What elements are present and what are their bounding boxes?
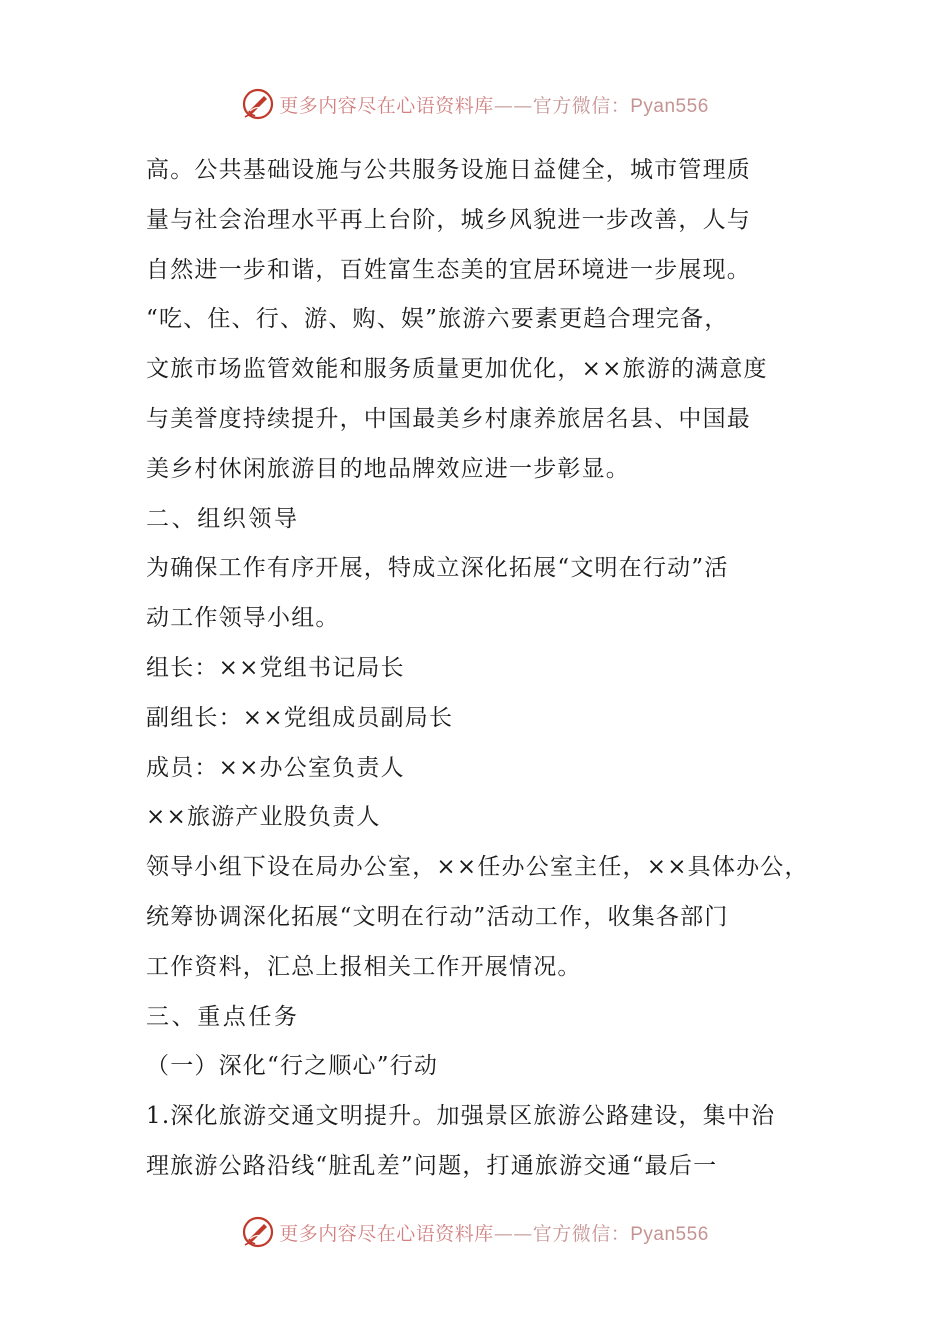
body-line: 成员：××办公室负责人 — [146, 754, 405, 781]
header-banner — [0, 84, 950, 124]
subsection-heading: （一）深化“行之顺心”行动 — [146, 1053, 439, 1080]
body-line: 文旅市场监管效能和服务质量更加优化，××旅游的满意度 — [146, 356, 768, 383]
banner-text — [279, 91, 709, 118]
body-line: 与美誉度持续提升，中国最美乡村康养旅居名县、中国最 — [146, 405, 751, 432]
footer-banner — [0, 1212, 950, 1252]
banner-separator: —— — [493, 94, 533, 117]
body-line: 量与社会治理水平再上台阶，城乡风貌进一步改善，人与 — [146, 206, 751, 233]
body-line: “吃、住、行、游、购、娱”旅游六要素更趋合理完备， — [146, 306, 729, 333]
body-line: 动工作领导小组。 — [146, 605, 340, 632]
body-line: 为确保工作有序开展，特成立深化拓展“文明在行动”活 — [146, 555, 729, 582]
pen-logo-icon — [241, 1215, 275, 1249]
banner-separator: —— — [493, 1222, 533, 1245]
body-line: 组长：××党组书记局长 — [146, 654, 405, 681]
pen-logo-icon — [241, 87, 275, 121]
body-line: 统筹协调深化拓展“文明在行动”活动工作，收集各部门 — [146, 903, 729, 930]
body-line: 自然进一步和谐，百姓富生态美的宜居环境进一步展现。 — [146, 256, 751, 283]
banner-wechat-id: Pyan556 — [630, 1223, 709, 1245]
document-body — [146, 146, 826, 1192]
banner-wechat-id: Pyan556 — [630, 95, 709, 117]
body-line: 美乡村休闲旅游目的地品牌效应进一步彰显。 — [146, 455, 630, 482]
body-line: 领导小组下设在局办公室，××任办公室主任，××具体办公， — [146, 854, 809, 881]
body-line: 1.深化旅游交通文明提升。加强景区旅游公路建设，集中治 — [146, 1103, 776, 1130]
section-heading: 二、组织领导 — [146, 505, 300, 532]
body-line: 理旅游公路沿线“脏乱差”问题，打通旅游交通“最后一 — [146, 1152, 718, 1179]
banner-wechat-label: 官方微信： — [532, 1222, 631, 1245]
body-line: 副组长：××党组成员副局长 — [146, 704, 454, 731]
banner-text — [279, 1219, 709, 1246]
banner-brand: 更多内容尽在心语资料库 — [279, 1222, 494, 1245]
body-line: ××旅游产业股负责人 — [146, 804, 381, 831]
banner-wechat-label: 官方微信： — [532, 94, 631, 117]
body-line: 工作资料，汇总上报相关工作开展情况。 — [146, 953, 582, 980]
body-line: 高。公共基础设施与公共服务设施日益健全，城市管理质 — [146, 157, 751, 183]
section-heading: 三、重点任务 — [146, 1003, 300, 1030]
banner-brand: 更多内容尽在心语资料库 — [279, 94, 494, 117]
